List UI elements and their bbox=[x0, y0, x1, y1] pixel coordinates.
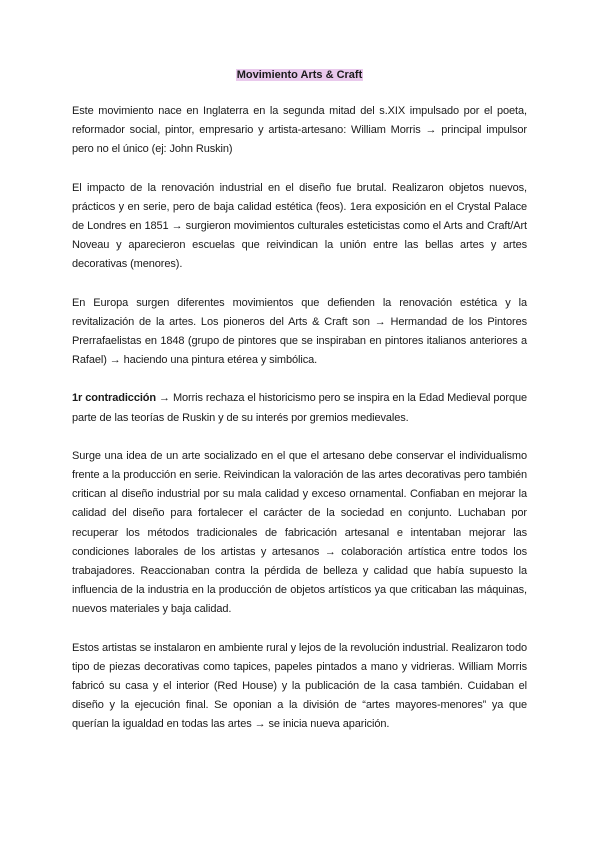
paragraph-rural-artists bbox=[72, 639, 527, 735]
paragraph-text: → Morris rechaza el historicismo pero se inspira en la Edad Medieval porque parte de las teorías de Ruskin y de su interés por gremios medievales. bbox=[72, 392, 527, 424]
paragraph-lead: 1r contradicción bbox=[72, 392, 157, 405]
paragraph-text: Surge una idea de un arte socializado en el que el artesano debe conservar el individualismo frente a la producción en serie. Reivindican la valoración de las artes decorativas pero también critican al diseño industrial por su mala calidad y exceso ornamental. Confiaban en mejorar la calidad del diseño para fortalecer el carácter de la sociedad en conjunto. Luchaban por recuperar los métodos tradicionales de fabricación artesanal e intentaban mejorar las condiciones laborales de los artistas y artesanos → colaboración artística entre todos los trabajadores. Reaccionaban contra la pérdida de belleza y calidad que había supuesto la influencia de la industria en la producción de objetos artísticos ya que criticaban las máquinas, nuevos materiales y baja calidad. bbox=[72, 449, 527, 616]
document-page bbox=[72, 68, 527, 754]
paragraph-text: El impacto de la renovación industrial en el diseño fue brutal. Realizaron objetos nuevos, prácticos y en serie, pero de baja calidad estética (feos). 1era exposición en el Crystal Palace de Londres en 1851 → surgieron movimientos culturales esteticistas como el Arts and Craft/Art Noveau y aparecieron escuelas que reivindican la unión entre las bellas artes y artes decorativas (menores). bbox=[72, 181, 527, 271]
paragraph-text: En Europa surgen diferentes movimientos que defienden la renovación estética y la revitalización de la artes. Los pioneros del Arts & Craft son → Hermandad de los Pintores Prerrafaelistas en 1848 (grupo de pintores que se inspiraban en pintores italianos anteriores a Rafael) → haciendo una pintura etérea y simbólica. bbox=[72, 296, 527, 367]
document-title-text: Movimiento Arts & Craft bbox=[236, 69, 363, 81]
paragraph-origin bbox=[72, 102, 527, 160]
document-title bbox=[72, 68, 527, 82]
paragraph-first-contradiction bbox=[72, 389, 527, 427]
paragraph-socialized-art bbox=[72, 447, 527, 620]
paragraph-text: Este movimiento nace en Inglaterra en la segunda mitad del s.XIX impulsado por el poeta, reformador social, pintor, empresario y artista-artesano: William Morris → principal impulsor pero no el único (ej: John Ruskin) bbox=[72, 105, 527, 156]
paragraph-text: Estos artistas se instalaron en ambiente rural y lejos de la revolución industrial. Realizaron todo tipo de piezas decorativas como tapices, papeles pintados a mano y vidrieras. William Morris fabricó su casa y el interior (Red House) y la publicación de la casa también. Cuidaban el diseño y la ejecución final. Se oponian a la división de “artes mayores-menores” ya que querían la igualdad en todas las artes → se inicia nueva aparición. bbox=[72, 641, 527, 731]
paragraph-industrial-impact bbox=[72, 179, 527, 275]
paragraph-europe-pioneers bbox=[72, 294, 527, 371]
